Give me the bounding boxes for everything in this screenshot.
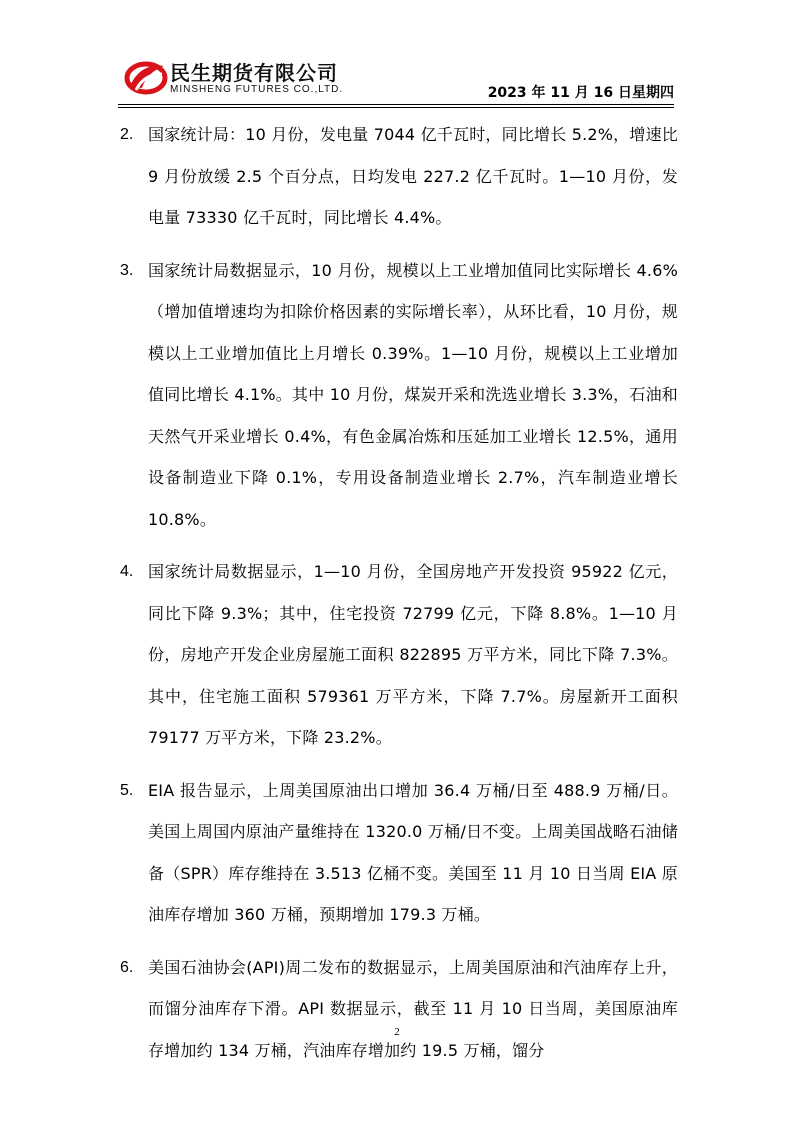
page-number: 2 [394,1026,400,1038]
list-item [118,250,678,541]
report-date: 2023 年 11 月 16 日星期四 [487,85,674,101]
list-item [118,114,678,239]
company-name-cn: 民生期货有限公司 [170,61,338,85]
list-item [118,947,678,1072]
item-text: 国家统计局：10 月份，发电量 7044 亿千瓦时，同比增长 5.2%，增速比 9 月份放缓 2.5 个百分点，日均发电 227.2 亿千瓦时。1—10 月份，发电量 73330 亿千瓦时，同比增长 4.4%。 [148,125,678,227]
logo-swoosh-icon [124,56,168,100]
item-text: 美国石油协会(API)周二发布的数据显示，上周美国原油和汽油库存上升，而馏分油库存下滑。API 数据显示，截至 11 月 10 日当周，美国原油库存增加约 134 万桶，汽油库存增加约 19.5 万桶，馏分 [148,957,678,1060]
company-logo [124,56,360,100]
page-header [0,0,794,110]
item-number: 2. [120,126,134,143]
list-item [118,770,678,936]
company-name-en: MINSHENG FUTURES CO.,LTD. [170,84,344,95]
item-text: EIA 报告显示，上周美国原油出口增加 36.4 万桶/日至 488.9 万桶/日。美国上周国内原油产量维持在 1320.0 万桶/日不变。上周美国战略石油储备（SPR）库存维持在 3.513 亿桶不变。美国至 11 月 10 日当周 EIA 原油库存增加 360 万桶，预期增加 179.3 万桶。 [148,780,678,924]
item-number: 6. [120,958,134,976]
item-number: 5. [120,781,134,799]
item-number: 4. [120,563,134,580]
list-item [118,551,678,759]
item-number: 3. [120,261,134,279]
header-divider-thin [118,107,674,108]
news-list [118,114,678,1082]
header-divider [118,104,674,105]
item-text: 国家统计局数据显示，10 月份，规模以上工业增加值同比实际增长 4.6%（增加值增速均为扣除价格因素的实际增长率），从环比看，10 月份，规模以上工业增加值比上月增长 0.39%。1—10 月份，规模以上工业增加值同比增长 4.1%。其中 10 月份，煤炭开采和洗选业增长 3.3%，石油和天然气开采业增长 0.4%，有色金属冶炼和压延加工业增长 12.5%，通用设备制造业下降 0.1%，专用设备制造业增长 2.7%，汽车制造业增长 10.8%。 [148,260,678,529]
item-text: 国家统计局数据显示，1—10 月份，全国房地产开发投资 95922 亿元，同比下降 9.3%；其中，住宅投资 72799 亿元，下降 8.8%。1—10 月份，房地产开发企业房屋施工面积 822895 万平方米，同比下降 7.3%。其中，住宅施工面积 579361 万平方米，下降 7.7%。房屋新开工面积 79177 万平方米，下降 23.2%。 [148,562,678,747]
